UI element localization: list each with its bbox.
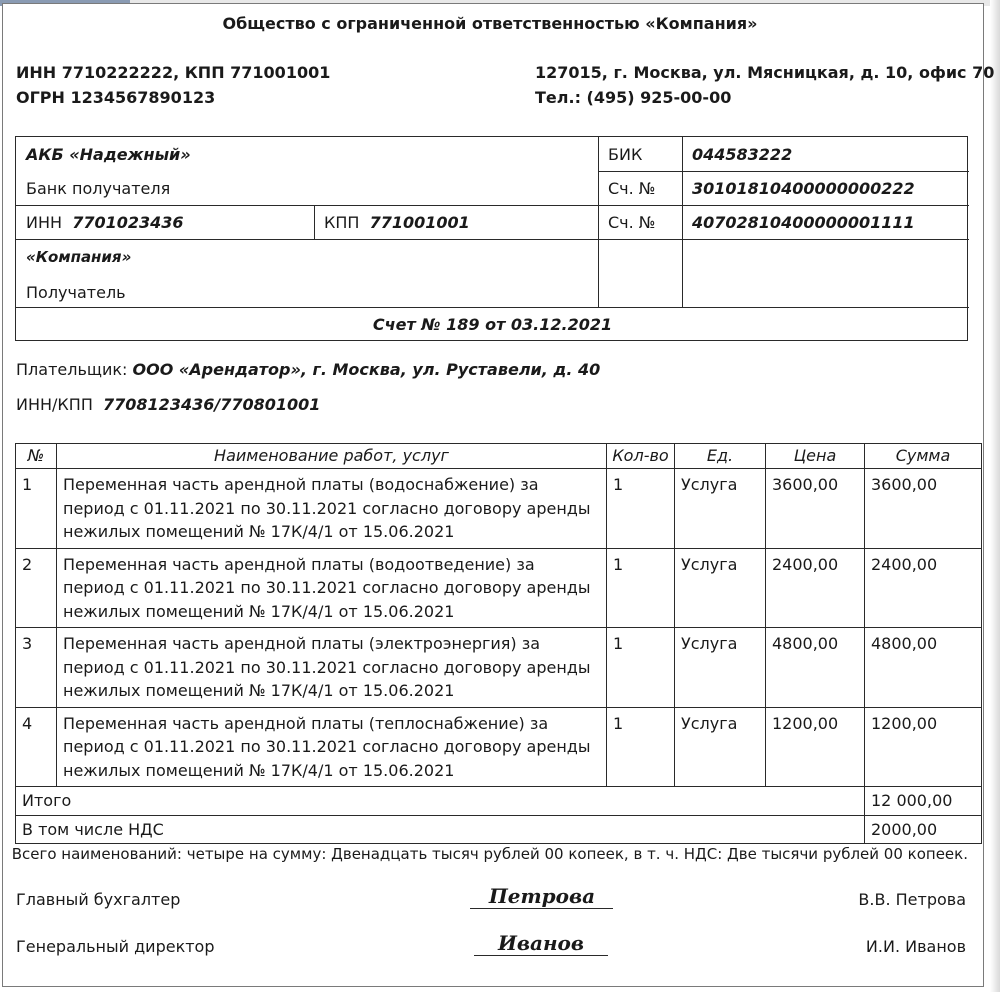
company-address: 127015, г. Москва, ул. Мясницкая, д. 10, офис 70 <box>535 63 995 82</box>
row-unit: Услуга <box>675 707 766 787</box>
account-label: Сч. № <box>608 213 656 232</box>
director-signature: Иванов <box>497 931 585 955</box>
bik-label: БИК <box>608 145 643 164</box>
row-price: 3600,00 <box>766 469 865 549</box>
row-sum: 1200,00 <box>865 707 982 787</box>
row-qty: 1 <box>607 707 675 787</box>
col-header-price: Цена <box>766 444 865 469</box>
row-number: 4 <box>16 707 57 787</box>
bank-label: Банк получателя <box>26 179 171 198</box>
recipient-label: Получатель <box>26 283 126 302</box>
row-qty: 1 <box>607 628 675 708</box>
company-inn-kpp: ИНН 7710222222, КПП 771001001 <box>16 63 331 82</box>
table-header-row <box>16 444 982 469</box>
row-name: Переменная часть арендной платы (теплоснабжение) за период с 01.11.2021 по 30.11.2021 согласно договору аренды нежилых помещений № 17К/4/1 от 15.06.2021 <box>57 707 607 787</box>
col-header-sum: Сумма <box>865 444 982 469</box>
page-edge-shadow <box>990 0 1000 992</box>
row-number: 1 <box>16 469 57 549</box>
table-row <box>16 469 982 549</box>
director-name: И.И. Иванов <box>865 937 966 956</box>
col-header-qty: Кол-во <box>607 444 675 469</box>
corr-account-value: 30101810400000000222 <box>692 179 915 198</box>
vat-value: 2000,00 <box>865 815 982 844</box>
company-title: Общество с ограниченной ответственностью «Компания» <box>222 14 758 33</box>
corr-account-label: Сч. № <box>608 179 656 198</box>
recipient-name: «Компания» <box>26 248 132 266</box>
payer-line: Плательщик: ООО «Арендатор», г. Москва, ул. Руставели, д. 40 <box>16 360 601 379</box>
table-row <box>16 707 982 787</box>
row-sum: 3600,00 <box>865 469 982 549</box>
row-price: 2400,00 <box>766 548 865 628</box>
total-row <box>16 787 982 816</box>
account-value: 40702810400000001111 <box>692 213 915 232</box>
summary-text: Всего наименований: четыре на сумму: Двенадцать тысяч рублей 00 копеек, в т. ч. НДС: Две тысячи рублей 00 копеек. <box>11 845 968 863</box>
row-name: Переменная часть арендной платы (водоотведение) за период с 01.11.2021 по 30.11.2021 согласно договору аренды нежилых помещений № 17К/4/1 от 15.06.2021 <box>57 548 607 628</box>
company-phone: Тел.: (495) 925-00-00 <box>535 88 732 107</box>
total-label: Итого <box>16 787 865 816</box>
payer-inn-kpp: ИНН/КПП 7708123436/770801001 <box>16 395 321 414</box>
recipient-inn: ИНН 7701023436 <box>26 213 184 232</box>
recipient-kpp: КПП 771001001 <box>324 213 470 232</box>
row-qty: 1 <box>607 469 675 549</box>
items-table <box>15 443 982 844</box>
table-row <box>16 628 982 708</box>
accountant-title: Главный бухгалтер <box>16 890 181 909</box>
col-header-unit: Ед. <box>675 444 766 469</box>
vat-row <box>16 815 982 844</box>
bank-details-block <box>15 136 968 341</box>
col-header-number: № <box>16 444 57 469</box>
row-unit: Услуга <box>675 628 766 708</box>
company-ogrn: ОГРН 1234567890123 <box>16 88 216 107</box>
vat-label: В том числе НДС <box>16 815 865 844</box>
row-qty: 1 <box>607 548 675 628</box>
accountant-signature: Петрова <box>488 884 596 908</box>
accountant-signature-line <box>470 908 613 909</box>
accountant-name: В.В. Петрова <box>858 890 966 909</box>
bik-value: 044583222 <box>692 145 793 164</box>
row-name: Переменная часть арендной платы (электроэнергия) за период с 01.11.2021 по 30.11.2021 согласно договору аренды нежилых помещений № 17К/4/1 от 15.06.2021 <box>57 628 607 708</box>
row-price: 4800,00 <box>766 628 865 708</box>
row-unit: Услуга <box>675 548 766 628</box>
row-number: 3 <box>16 628 57 708</box>
row-number: 2 <box>16 548 57 628</box>
row-name: Переменная часть арендной платы (водоснабжение) за период с 01.11.2021 по 30.11.2021 согласно договору аренды нежилых помещений № 17К/4/1 от 15.06.2021 <box>57 469 607 549</box>
invoice-title: Счет № 189 от 03.12.2021 <box>372 315 613 334</box>
row-price: 1200,00 <box>766 707 865 787</box>
col-header-name: Наименование работ, услуг <box>57 444 607 469</box>
row-sum: 4800,00 <box>865 628 982 708</box>
director-title: Генеральный директор <box>16 937 215 956</box>
row-unit: Услуга <box>675 469 766 549</box>
bank-name: АКБ «Надежный» <box>26 145 191 164</box>
row-sum: 2400,00 <box>865 548 982 628</box>
table-row <box>16 548 982 628</box>
total-value: 12 000,00 <box>865 787 982 816</box>
director-signature-line <box>474 955 608 956</box>
